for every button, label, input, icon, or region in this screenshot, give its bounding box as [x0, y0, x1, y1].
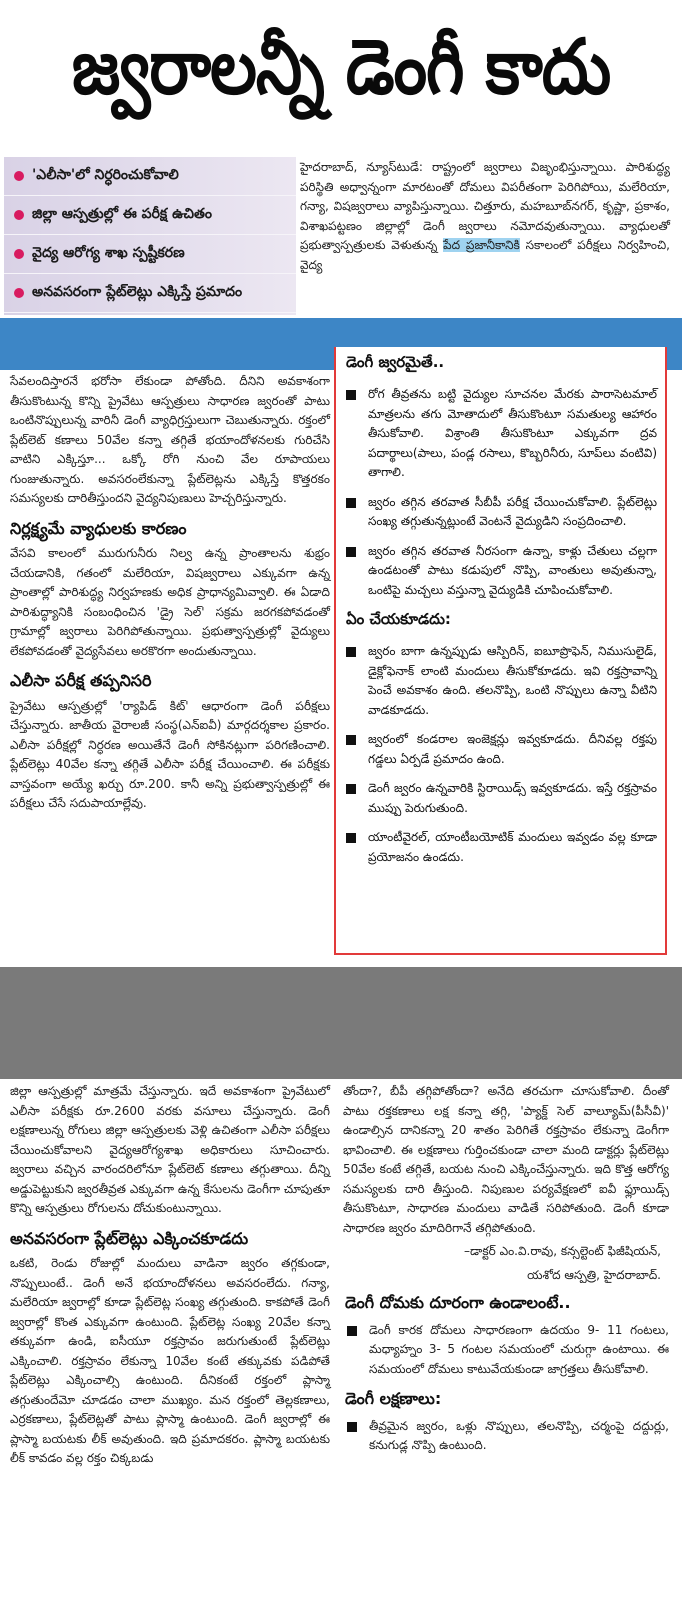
bullet-dot-icon	[14, 249, 24, 259]
body-paragraph: వేసవి కాలంలో మురుగునీరు నిల్వ ఉన్న ప్రాంతాలను శుభ్రం చేయడానికి, గతంలో మలేరియా, విషజ్వరాలు ఎక్కువగా ఉన్న ప్రాంతాల్లో పారిశుద్ధ్య నిర్వహణకు అధిక ప్రాధాన్యమివ్వాలి. ఈ ఏడాది పారిశుద్ధ్యానికి సంబంధించిన 'డ్రై సెల్' సక్రమ జరగకపోవడంతో గ్రామాల్లో జ్వరాలు పెరిగిపోతున్నాయి. ప్రభుత్వాస్పత్రుల్లో వైద్యులు లేకపోవడంతో వైద్యసేవలు అరకొరగా అందుతున్నాయి.	[10, 546, 330, 658]
tips-heading-if-dengue: డెంగీ జ్వరమైతే..	[346, 353, 445, 371]
body-paragraph: ప్రైవేటు ఆస్పత్రుల్లో 'ర్యాపిడ్ కిట్' ఆధారంగా డెంగీ పరీక్షలు చేస్తున్నారు. జాతీయ వైరాలజీ సంస్థ(ఎన్ఐవీ) మార్గదర్శకాల ప్రకారం. ఎలీసా పరీక్షల్లో నిర్ధరణ అయితేనే డెంగీ సోకినట్లుగా పరిగణించాలి. ప్లేట్‌లెట్లు 40వేల కన్నా తగ్గితే ఎలీసా పరీక్ష చేయించాలి. ఈ పరీక్షకు వాస్తవంగా అయ్యే ఖర్చు రూ.200. కానీ అన్ని ప్రభుత్వాస్పత్రుల్లో ఈ పరీక్షలు చేసే సదుపాయాల్లేవు.	[10, 698, 330, 810]
headline	[0, 0, 682, 152]
highlights-box	[4, 157, 296, 315]
bottom-left-column	[10, 1082, 330, 1469]
gray-band	[0, 967, 682, 1079]
author-signature: –డాక్టర్ ఎం.వి.రావు, కన్సల్టెంట్ ఫిజీషియన్,	[464, 1244, 661, 1258]
list-item: డెంగీ జ్వరం ఉన్నవారికి స్టిరాయిడ్స్ ఇవ్వకూడదు. ఇస్తే రక్తస్రావం ముప్పు పెరుగుతుంది.	[342, 779, 657, 818]
section-heading: డెంగీ లక్షణాలు:	[345, 1389, 442, 1408]
list-item: జ్వరం బాగా ఉన్నప్పుడు ఆస్పిరిన్, ఐబూప్రొఫెన్, నిముసులైడ్, డైక్లోఫెనాక్ లాంటి మందులు తీసుకోకూడదు. ఇవి రక్తస్రావాన్ని పెంచే అవకాశం ఉంది. తలనొప్పి, ఒంటి నొప్పులు ఉన్నా వీటిని వాడకూడదు.	[342, 642, 657, 720]
body-paragraph: తోందా?, బీపీ తగ్గిపోతోందా? అనేది తరచుగా చూసుకోవాలి. దీంతో పాటు రక్తకణాలు లక్ష కన్నా తగ్గి, 'ప్యాక్డ్ సెల్ వాల్యూమ్(పీసీవీ)' ఉండాల్సిన దానికన్నా 20 శాతం పెరిగితే రక్తస్రావం లేకున్నా డెంగీగా భావించాలి. ఈ లక్షణాలు గుర్తించకుండా చాలా మంది డాక్టర్లు ప్లేట్‌లెట్లు 50వేల కంటే తగ్గితే, బయట నుంచి ఎక్కించేస్తున్నారు. ఇది కొత్త ఆరోగ్య సమస్యలకు దారి తీస్తుంది. నిపుణుల పర్యవేక్షణలో ఐవీ ఫ్లూయిడ్స్ తీసుకొంటూ, సాధారణ మందులు వాడితే సరిపోతుంది. డెంగీ కూడా సాధారణ జ్వరం మాదిరిగానే తగ్గిపోతుంది.	[343, 1084, 669, 1235]
bullet-dot-icon	[14, 210, 24, 220]
bullet-square-icon	[347, 1326, 357, 1336]
body-paragraph: ఒకటి, రెండు రోజుల్లో మందులు వాడినా జ్వరం తగ్గకుండా, నొప్పులుంటే.. డెంగీ అనే భయాందోళనలు అవసరంలేదు. గన్యా, మలేరియా జ్వరాల్లో కూడా ప్లేట్‌లెట్ల సంఖ్య తగ్గుతుంది. కాకపోతే డెంగీ జ్వరాల్లో కొంత ఎక్కువగా ఉంటుంది. ప్లేట్‌లెట్ల సంఖ్య 20వేల కన్నా తక్కువగా ఉండి, ఐసీయూ రక్తస్రావం జరుగుతుంటే ప్లేట్‌లెట్లు ఎక్కించాలి. రక్తస్రావం లేకున్నా 10వేల కంటే తక్కువకు పడిపోతే ప్లేట్‌లెట్లు ఎక్కించాల్సి ఉంటుంది. దీనికంటే రక్తంలో ప్లాస్మా తగ్గుతుందేమో చూడడం చాలా ముఖ్యం. మన రక్తంలో తెల్లకణాలు, ఎర్రకణాలు, ప్లేట్‌లెట్లతో పాటు ప్లాస్మా ఉంటుంది. డెంగీ జ్వరాల్లో ఈ ప్లాస్మా బయటకు లీక్ అవుతుంది. ఇది ప్రమాదకరం. ప్లాస్మా బయటకు లీక్ కావడం వల్ల రక్తం చిక్కబడు	[10, 1256, 330, 1465]
list-item: యాంటీవైరల్, యాంటీబయోటిక్ మందులు ఇవ్వడం వల్ల కూడా ప్రయోజనం ఉండదు.	[342, 828, 657, 867]
bullet-square-icon	[347, 1422, 357, 1432]
bullet-square-icon	[346, 784, 356, 794]
bullet-square-icon	[346, 735, 356, 745]
author-affiliation: యశోద ఆస్పత్రి, హైదరాబాద్.	[527, 1267, 661, 1282]
list-item: తీవ్రమైన జ్వరం, ఒళ్లు నొప్పులు, తలనొప్పి, చర్మంపై దద్దుర్లు, కనుగుడ్ల నొప్పి ఉంటుంది.	[343, 1417, 669, 1456]
section-heading: ఎలీసా పరీక్ష తప్పనిసరి	[10, 671, 152, 690]
body-paragraph: జిల్లా ఆస్పత్రుల్లో మాత్రమే చేస్తున్నారు. ఇదే అవకాశంగా ప్రైవేటులో ఎలీసా పరీక్షకు రూ.2600 వరకు వసూలు చేస్తున్నారు. డెంగీ లక్షణాలున్న రోగులు జిల్లా ఆస్పత్రులకు వెళ్లి ఉచితంగా ఎలీసా పరీక్షలు చేయించుకోవాలని వైద్యఆరోగ్యశాఖ అధికారులు సూచించారు. జ్వరాలు వచ్చిన వారందరిలోనూ ప్లేట్‌లెట్ కణాలు తగ్గుతాయి. దీన్ని అడ్డుపెట్టుకుని జ్వరతీవ్రత ఎక్కువగా ఉన్న కేసులను డెంగీగా చూపుతూ కొన్ని ఆస్పత్రులు రోగులను దోచుకుంటున్నాయి.	[10, 1084, 330, 1215]
body-paragraph: సేవలందిస్తారనే భరోసా లేకుండా పోతోంది. దీనిని అవకాశంగా తీసుకొంటున్న కొన్ని ప్రైవేటు ఆస్పత్రులు సాధారణ జ్వరంతో పాటు ఒంటినొప్పులున్న వారినీ డెంగీ వ్యాధిగ్రస్తులుగా చెబుతున్నారు. రక్తంలో ప్లేట్‌లెట్ కణాలు 50వేల కన్నా తగ్గితే భయాందోళనలకు గురిచేసి వాటిని ఎక్కిస్తూ... ఒక్కో రోగి నుంచి వేల రూపాయలు గుంజుతున్నారు. అవసరంలేకున్నా ప్లేట్‌లెట్లను ఎక్కిస్తే కొత్తరకం సమస్యలకు దారితీస్తుందని వైద్యనిపుణులు హెచ్చరిస్తున్నారు.	[10, 374, 330, 505]
section-heading: నిర్లక్ష్యమే వ్యాధులకు కారణం	[10, 518, 187, 538]
list-item: డెంగీ కారక దోమలు సాధారణంగా ఉదయం 9- 11 గంటలు, మధ్యాహ్నం 3- 5 గంటల సమయంలో చురుగ్గా ఉంటాయి. ఈ సమయంలో దోమలు కాటువేయకుండా జాగ్రత్తలు తీసుకోవాలి.	[343, 1321, 669, 1380]
bullet-square-icon	[346, 547, 356, 557]
highlight-item: వైద్య ఆరోగ్య శాఖ స్పష్టీకరణ	[4, 235, 296, 274]
list-item: జ్వరం తగ్గిన తరవాత నీరసంగా ఉన్నా, కాళ్లు చేతులు చల్లగా ఉండటంతో పాటు కడుపులో నొప్పి, వాంతులు అవుతున్నా, ఒంటిపై మచ్చలు వస్తున్నా వైద్యుడికి చూపించుకోవాలి.	[342, 542, 657, 601]
intro-paragraph: హైదరాబాద్, న్యూస్‌టుడే: రాష్ట్రంలో జ్వరాలు విజృంభిస్తున్నాయి. పారిశుద్ధ్య పరిస్థితి అధ్వాన్నంగా మారటంతో దోమలు విపరీతంగా పెరిగిపోయి, మలేరియా, గన్యా, విషజ్వరాలు వ్యాపిస్తున్నాయి. చిత్తూరు, మహబూబ్‌నగర్, కృష్ణా, ప్రకాశం, విశాఖపట్టణం జిల్లాల్లో డెంగీ జ్వరాలు నమోదవుతున్నాయి. వ్యాధులతో ప్రభుత్వాస్పత్రులకు వెళుతున్న పేద ప్రజానీకానికి సకాలంలో పరీక్షలు నిర్వహించి, వైద్య	[300, 160, 670, 272]
list-item: జ్వరం తగ్గిన తరవాత సీబీపీ పరీక్ష చేయించుకోవాలి. ప్లేట్‌లెట్లు సంఖ్య తగ్గుతున్నట్లుంటే వెంటనే వైద్యుడిని సంప్రదించాలి.	[342, 493, 657, 532]
list-item: రోగ తీవ్రతను బట్టి వైద్యుల సూచనల మేరకు పారాసెటమాల్ మాత్రలను తగు మోతాదులో తీసుకొంటూ సమతుల్య ఆహారం తీసుకోవాలి. విశ్రాంతి తీసుకొంటూ ఎక్కువగా ద్రవ పదార్థాలు(పాలు, పండ్ల రసాలు, కొబ్బరినీరు, సూప్‌లు వంటివి) తాగాలి.	[342, 385, 657, 483]
bullet-dot-icon	[14, 288, 24, 298]
highlight-item: అనవసరంగా ప్లేట్‌లెట్లు ఎక్కిస్తే ప్రమాదం	[4, 274, 296, 313]
dengue-tips-box	[334, 347, 667, 955]
bullet-square-icon	[346, 390, 356, 400]
bullet-square-icon	[346, 498, 356, 508]
section-heading: అనవసరంగా ప్లేట్‌లెట్లు ఎక్కించకూడదు	[10, 1228, 249, 1248]
section-heading: డెంగీ దోమకు దూరంగా ఉండాలంటే..	[345, 1293, 571, 1312]
left-column	[10, 372, 330, 816]
highlight-item: జిల్లా ఆస్పత్రుల్లో ఈ పరీక్ష ఉచితం	[4, 196, 296, 235]
list-item: జ్వరంలో కండరాల ఇంజెక్షన్లు ఇవ్వకూడదు. దీనివల్ల రక్తపు గడ్డలు ఏర్పడే ప్రమాదం ఉంది.	[342, 730, 657, 769]
tips-heading-donts: ఏం చేయకూడదు:	[346, 610, 451, 628]
bullet-square-icon	[346, 647, 356, 657]
bullet-dot-icon	[14, 171, 24, 181]
bottom-right-column	[343, 1082, 669, 1466]
headline-text: జ్వరాలన్నీ డెంగీ కాదు	[71, 22, 611, 112]
highlight-item: 'ఎలీసా'లో నిర్ధరించుకోవాలి	[4, 157, 296, 196]
bullet-square-icon	[346, 833, 356, 843]
highlighted-text: పేద ప్రజానీకానికి	[443, 238, 520, 252]
